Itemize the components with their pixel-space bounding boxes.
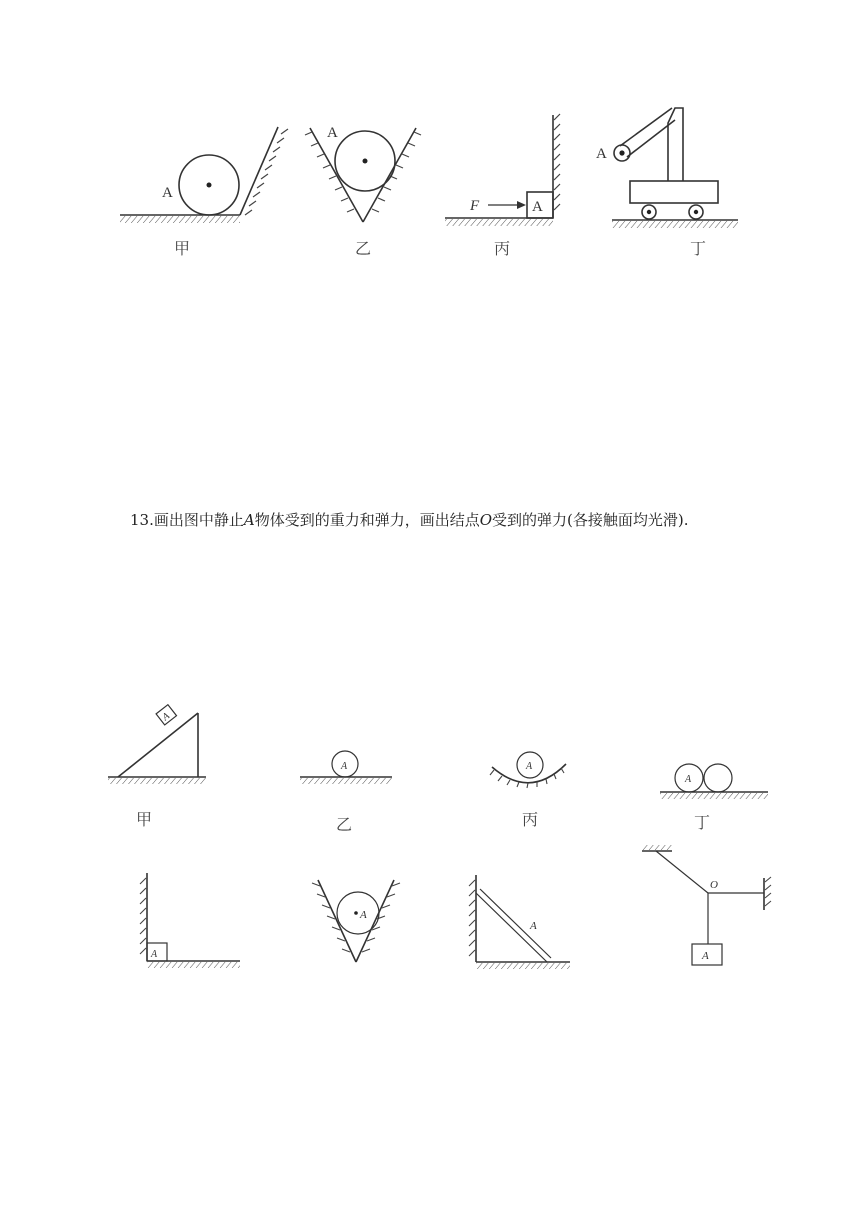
- label-a: A: [532, 199, 543, 215]
- var-a: A: [243, 511, 255, 529]
- label-a: A: [702, 950, 709, 962]
- top-figure-jia: [120, 127, 288, 258]
- label-a: A: [526, 761, 533, 772]
- ball: [337, 892, 379, 934]
- label-a: A: [685, 774, 692, 785]
- label-a: A: [162, 185, 173, 201]
- bottom-figure-yi: [300, 751, 392, 834]
- rod-edge: [480, 889, 551, 958]
- caption-yi: 乙: [355, 239, 372, 258]
- label-a: A: [360, 909, 367, 921]
- bottom-figure-jia: [108, 705, 206, 829]
- label-a: A: [341, 761, 348, 772]
- question-part2: 物体受到的重力和弹力，画出结点: [254, 511, 480, 529]
- question-number: 13.: [130, 511, 154, 529]
- caption-ding: 丁: [690, 239, 707, 258]
- caption-yi: 乙: [336, 815, 353, 834]
- bottom-figure-rod: [469, 875, 570, 969]
- label-a: A: [596, 146, 607, 162]
- label-a: A: [160, 710, 172, 724]
- question-part1: 画出图中静止: [153, 511, 244, 529]
- label-a: A: [151, 949, 158, 960]
- question-13: [130, 505, 690, 535]
- bottom-figure-ding: [660, 764, 768, 832]
- caption-jia: 甲: [136, 810, 153, 829]
- bottom-figure-v-groove: [312, 880, 400, 962]
- truck-body: [630, 181, 718, 203]
- caption-bing: 丙: [494, 239, 511, 258]
- question-part3: 受到的弹力(各接触面均光滑).: [492, 511, 689, 529]
- label-a: A: [530, 920, 537, 932]
- caption-bing: 丙: [522, 810, 539, 829]
- var-o: O: [479, 511, 493, 529]
- bottom-figure-corner-block: [140, 873, 240, 968]
- bottom-figure-knot: [642, 845, 771, 965]
- knot-label: O: [710, 879, 718, 891]
- label-a: A: [327, 125, 338, 141]
- rope-left: [656, 851, 708, 893]
- force-label: F: [470, 198, 480, 214]
- ball-b: [704, 764, 732, 792]
- caption-jia: 甲: [174, 239, 191, 258]
- top-figure-ding: [596, 108, 738, 258]
- top-figure-yi: [305, 125, 421, 258]
- caption-ding: 丁: [694, 813, 711, 832]
- bottom-figure-bing: [490, 752, 566, 829]
- top-figure-bing: [445, 114, 560, 258]
